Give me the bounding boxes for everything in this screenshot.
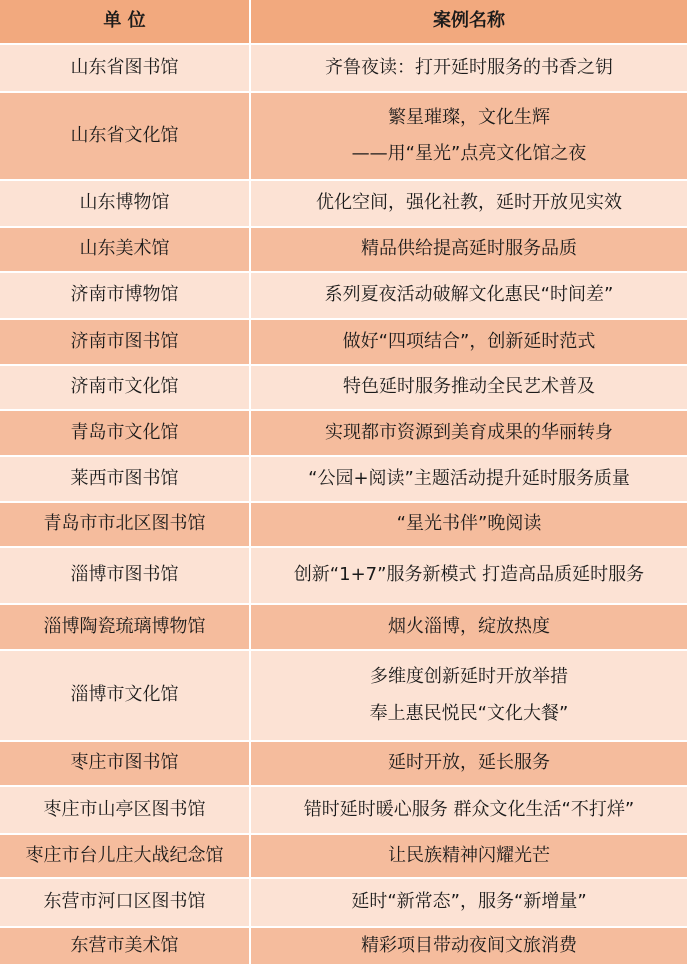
- case-name-cell: [251, 605, 687, 651]
- case-name-cell: [251, 45, 687, 93]
- case-name-cell: [251, 411, 687, 457]
- case-name-cell: [251, 548, 687, 605]
- header-unit: 单 位: [0, 0, 251, 45]
- unit-cell: 青岛市文化馆: [0, 411, 251, 457]
- unit-cell: 山东博物馆: [0, 181, 251, 228]
- case-name-cell: [251, 928, 687, 966]
- case-name-line: 优化空间，强化社教，延时开放见实效: [316, 192, 622, 214]
- case-name-cell: [251, 835, 687, 879]
- unit-cell: 济南市文化馆: [0, 366, 251, 411]
- case-name-cell: [251, 787, 687, 835]
- case-name-line: 延时“新常态”，服务“新增量”: [351, 891, 587, 913]
- unit-cell: 东营市美术馆: [0, 928, 251, 966]
- unit-cell: 山东省图书馆: [0, 45, 251, 93]
- case-name-cell: [251, 366, 687, 411]
- case-name-line: 让民族精神闪耀光芒: [388, 844, 550, 866]
- case-name-cell: [251, 879, 687, 928]
- case-name-cell: [251, 273, 687, 320]
- case-name-line: 系列夏夜活动破解文化惠民“时间差”: [324, 284, 614, 306]
- case-name-line: 错时延时暖心服务 群众文化生活“不打烊”: [303, 798, 635, 820]
- case-name-line: ——用“星光”点亮文化馆之夜: [351, 143, 587, 164]
- case-name-line: 特色延时服务推动全民艺术普及: [343, 376, 595, 398]
- case-name-line: 实现都市资源到美育成果的华丽转身: [325, 421, 613, 443]
- case-name-cell: [251, 742, 687, 787]
- unit-cell: 济南市博物馆: [0, 273, 251, 320]
- case-name-line: 精品供给提高延时服务品质: [361, 238, 577, 260]
- case-name-line: 齐鲁夜读：打开延时服务的书香之钥: [325, 56, 613, 78]
- case-name-cell: [251, 228, 687, 273]
- unit-cell: 青岛市市北区图书馆: [0, 503, 251, 548]
- case-name-line: 延时开放，延长服务: [388, 752, 550, 774]
- case-name-line: 创新“1+7”服务新模式 打造高品质延时服务: [293, 564, 645, 586]
- unit-cell: 莱西市图书馆: [0, 457, 251, 503]
- case-name-line: 繁星璀璨，文化生辉: [388, 106, 550, 128]
- unit-cell: 枣庄市山亭区图书馆: [0, 787, 251, 835]
- case-name-cell: [251, 651, 687, 742]
- case-name-cell: [251, 457, 687, 503]
- case-name-line: 做好“四项结合”，创新延时范式: [342, 330, 596, 352]
- case-name-cell: [251, 503, 687, 548]
- unit-cell: 淄博陶瓷琉璃博物馆: [0, 605, 251, 651]
- case-name-line: 烟火淄博，绽放热度: [388, 615, 550, 637]
- case-name-cell: [251, 320, 687, 366]
- case-name-line: 奉上惠民悦民“文化大餐”: [369, 702, 569, 724]
- case-name-line: “星光书伴”晚阅读: [396, 513, 542, 535]
- header-case-name: 案例名称: [251, 0, 687, 45]
- unit-cell: 淄博市图书馆: [0, 548, 251, 605]
- unit-cell: 枣庄市台儿庄大战纪念馆: [0, 835, 251, 879]
- case-name-cell: [251, 181, 687, 228]
- case-name-cell: [251, 93, 687, 181]
- unit-cell: 山东美术馆: [0, 228, 251, 273]
- case-name-line: 精彩项目带动夜间文旅消费: [361, 934, 577, 956]
- unit-cell: 济南市图书馆: [0, 320, 251, 366]
- unit-cell: 枣庄市图书馆: [0, 742, 251, 787]
- unit-cell: 淄博市文化馆: [0, 651, 251, 742]
- case-name-line: 多维度创新延时开放举措: [370, 666, 568, 687]
- case-name-line: “公园+阅读”主题活动提升延时服务质量: [308, 467, 630, 489]
- unit-cell: 东营市河口区图书馆: [0, 879, 251, 928]
- unit-cell: 山东省文化馆: [0, 93, 251, 181]
